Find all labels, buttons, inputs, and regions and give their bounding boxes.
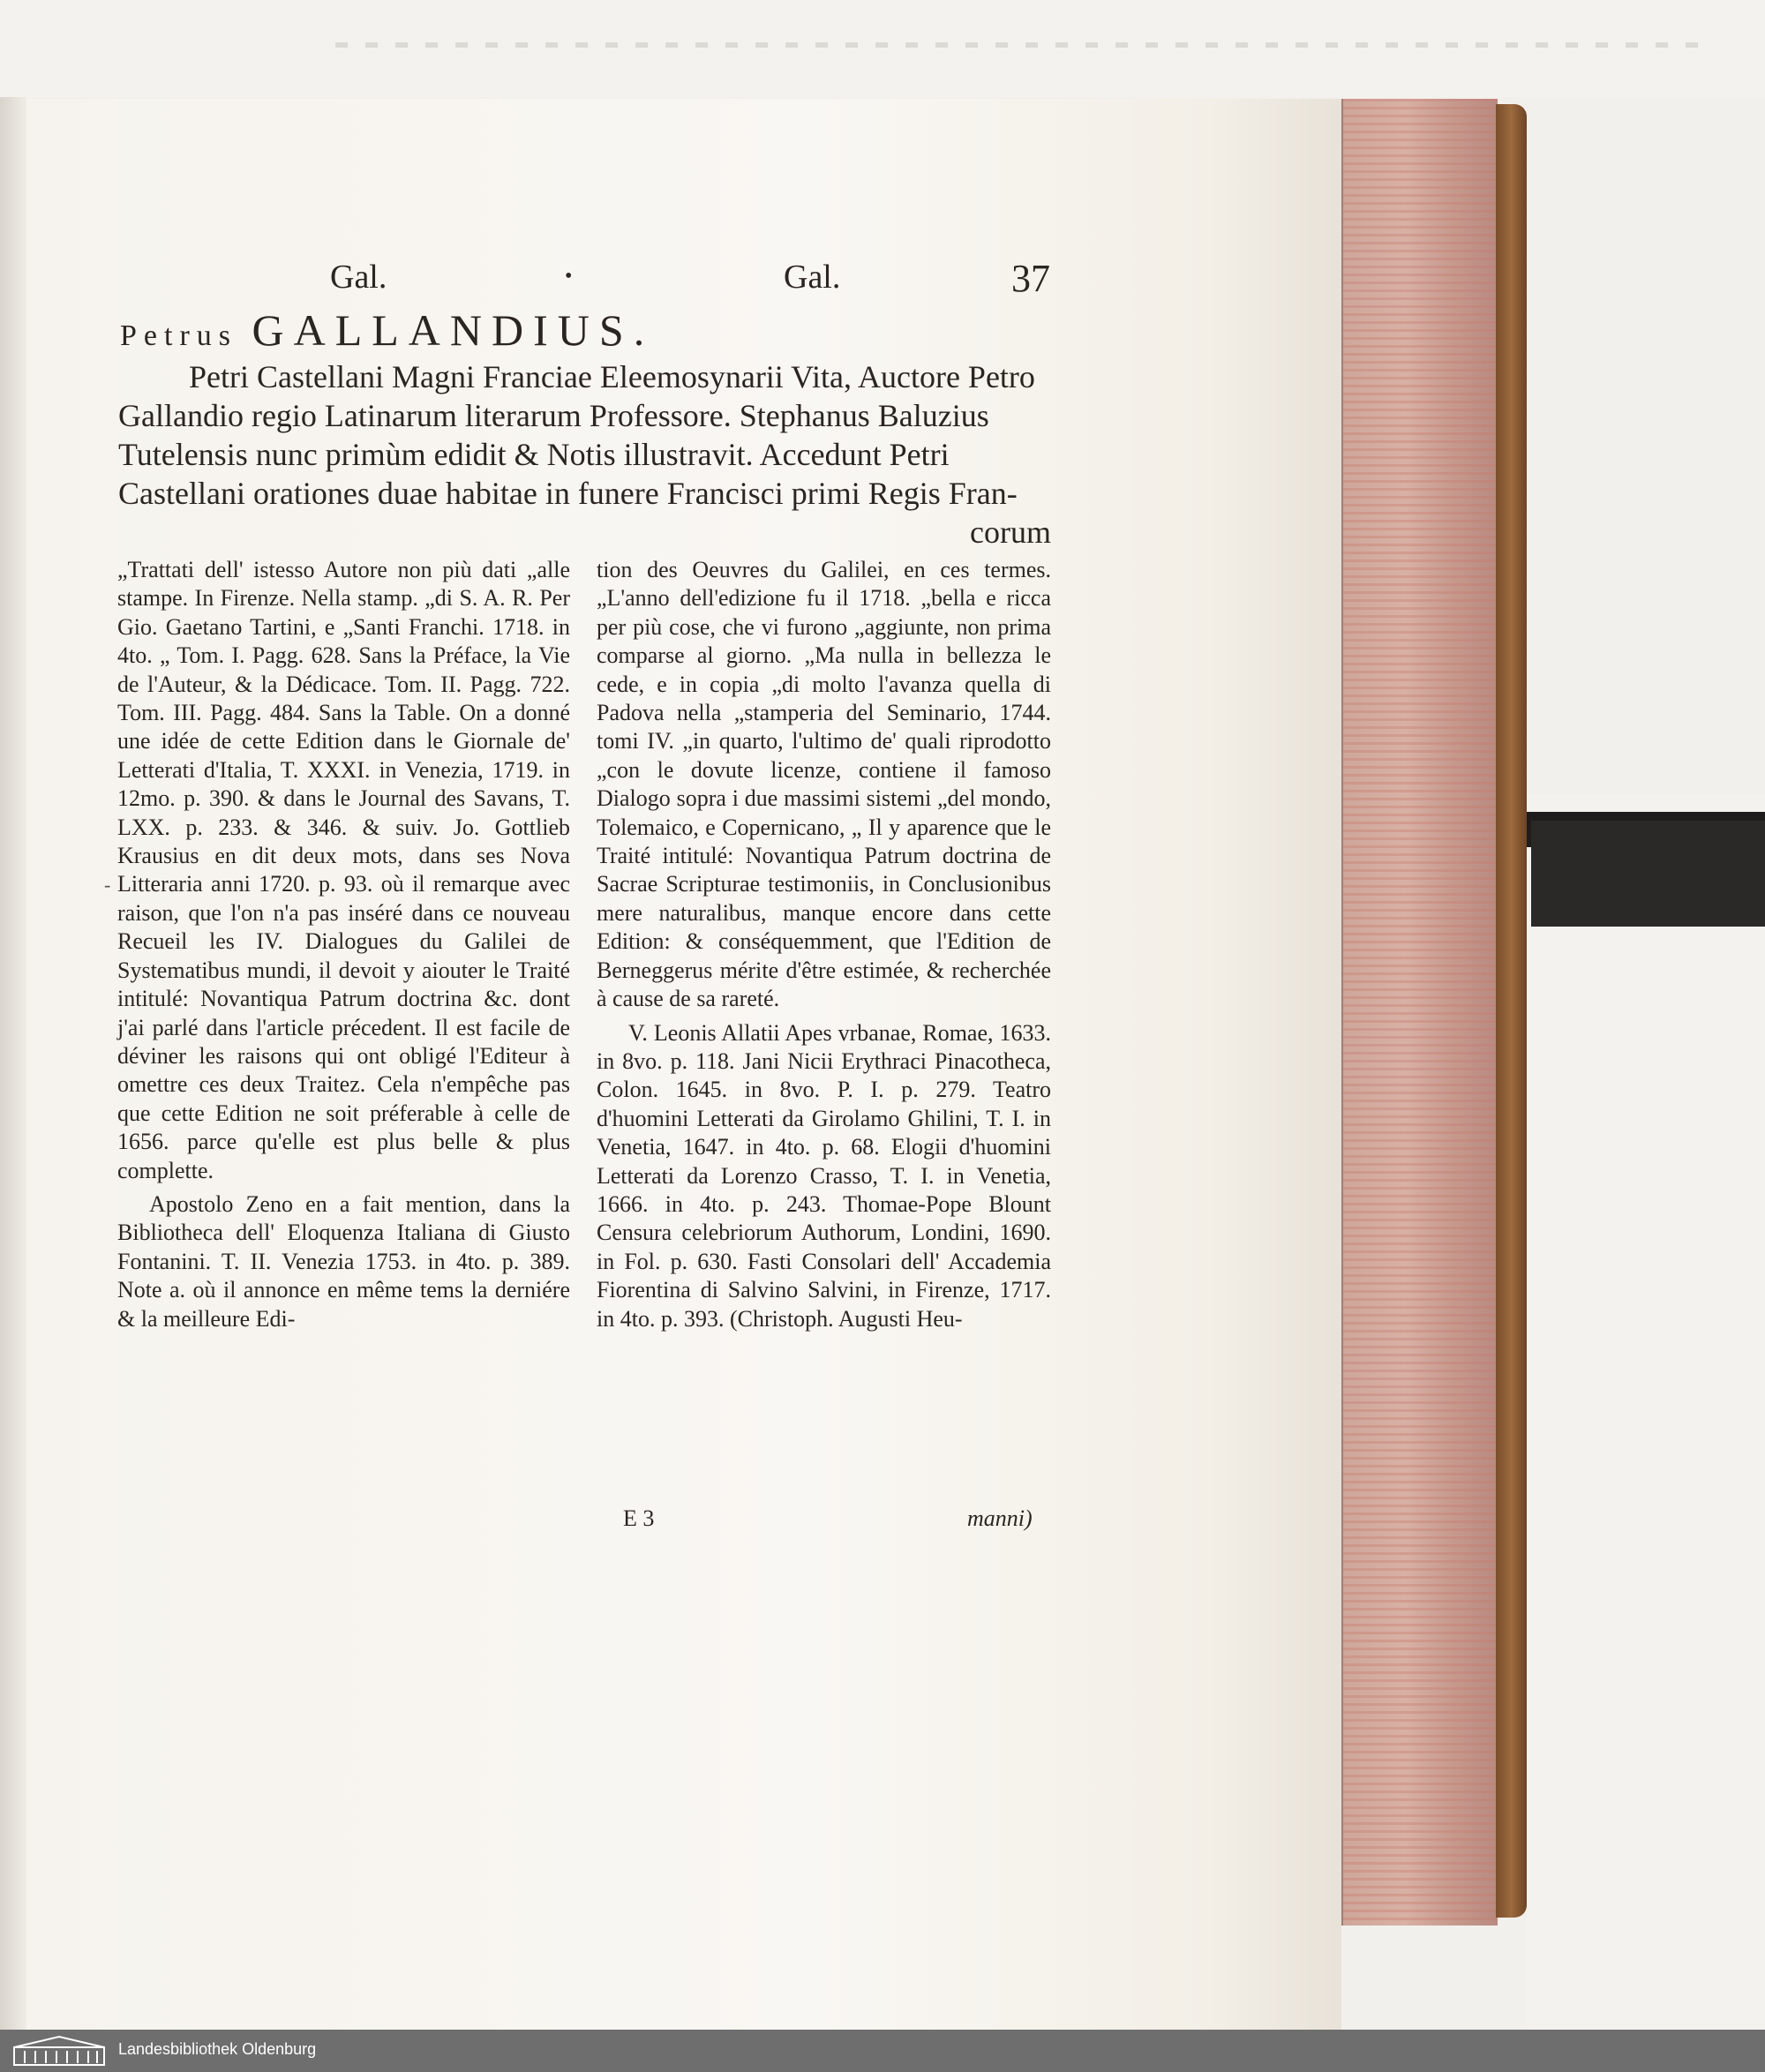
left-column	[117, 556, 570, 1339]
left-paragraph-2: Apostolo Zeno en a fait mention, dans la Bibliotheca dell' Eloquenza Italiana di Giusto Fontanini. T. II. Venezia 1753. in 4to. p. 389. Note a. où il annonce en même tems la derniére & la meilleure Edi-	[117, 1190, 570, 1332]
scan-background-block	[1531, 821, 1765, 927]
library-building-icon	[12, 2035, 106, 2067]
running-head-dot: •	[565, 265, 573, 288]
library-name: Landesbibliothek Oldenburg	[118, 2040, 317, 2058]
catchword: manni)	[967, 1505, 1033, 1531]
margin-mark: -	[104, 874, 111, 896]
intro-line-1: Petri Castellani Magni Franciae Eleemosynarii Vita, Auctore Petro	[189, 359, 1035, 394]
intro-line-2: Gallandio regio Latinarum literarum Professore. Stephanus Baluzius	[118, 398, 989, 433]
book-spine	[1496, 104, 1527, 1918]
intro-line-3: Tutelensis nunc primùm edidit & Notis illustravit. Accedunt Petri	[118, 437, 950, 472]
scan-background	[1527, 794, 1765, 2030]
right-paragraph-2: V. Leonis Allatii Apes vrbanae, Romae, 1633. in 8vo. p. 118. Jani Nicii Erythraci Pinacotheca, Colon. 1645. in 8vo. P. I. p. 279. Teatro d'huomini Letterati da Girolamo Ghilini, T. I. in Venetia, 1647. in 4to. p. 68. Elogii d'huomini Letterati da Lorenzo Crasso, T. I. in Venetia, 1666. in 4to. p. 243. Thomae-Pope Blount Censura celebriorum Authorum, Londini, 1690. in Fol. p. 630. Fasti Consolari dell' Accademia Fiorentina di Salvino Salvini, in Firenze, 1717. in 4to. p. 393. (Christoph. Augusti Heu-	[597, 1019, 1051, 1332]
entry-heading-text	[118, 357, 1051, 552]
scanner-strip	[0, 0, 1765, 97]
scan-marks	[335, 42, 1712, 48]
entry-title	[120, 304, 1055, 356]
page-number: 37	[1011, 257, 1050, 300]
intro-line-4: Castellani orationes duae habitae in funere Francisci primi Regis Fran-	[118, 476, 1018, 511]
title-surname: GALLANDIUS.	[252, 305, 655, 355]
gutter-shadow	[0, 97, 26, 2030]
page-edges	[1341, 99, 1498, 1926]
running-head-left: Gal.	[330, 259, 387, 296]
intro-line-5: corum	[970, 514, 1051, 550]
right-column	[597, 556, 1051, 1339]
footer-bar	[0, 2030, 1765, 2072]
right-paragraph-1: tion des Oeuvres du Galilei, en ces termes. „L'anno dell'edizione fu il 1718. „bella e ricca per più cose, che vi furono „aggiunte, non prima comparse al giorno. „Ma nulla in bellezza le cede, e in copia „di molto l'avanza quella di Padova nella „stamperia del Seminario, 1744. tomi IV. „in quarto, l'ultimo de' quali riprodotto „con le dovute licenze, contiene il famoso Dialogo sopra i due massimi sistemi „del mondo, Tolemaico, e Copernicano, „ Il y aparence que le Traité intitulé: Novantiqua Patrum doctrina de Sacrae Scripturae testimoniis, in Conclusionibus mere naturalibus, manque encore dans cette Edition: & conséquemment, que l'Edition de Berneggerus mérite d'être estimée, & recherchée à cause de sa rareté.	[597, 557, 1051, 1012]
left-paragraph-1: „Trattati dell' istesso Autore non più dati „alle stampe. In Firenze. Nella stamp. „di S. A. R. Per Gio. Gaetano Tartini, e „Santi Franchi. 1718. in 4to. „ Tom. I. Pagg. 628. Sans la Préface, la Vie de l'Auteur, & la Dédicace. Tom. II. Pagg. 722. Tom. III. Pagg. 484. Sans la Table. On a donné une idée de cette Edition dans le Giornale de' Letterati d'Italia, T. XXXI. in Venezia, 1719. in 12mo. p. 390. & dans le Journal des Savans, T. LXX. p. 233. & 346. & suiv. Jo. Gottlieb Krausius en dit deux mots, dans ses Nova Litteraria anni 1720. p. 93. où il remarque avec raison, que l'on n'a pas inséré dans ce nouveau Recueil les IV. Dialogues du Galilei de Systematibus mundi, il devoit y aiouter le Traité intitulé: Novantiqua Patrum doctrina &c. dont j'ai parlé dans l'article précedent. Il est facile de déviner les raisons qui ont obligé l'Editeur à omettre ces deux Traitez. Cela n'empêche pas que cette Edition ne soit préferable à celle de 1656. parce qu'elle est plus belle & plus complette.	[117, 557, 570, 1183]
title-first-name: Petrus	[120, 319, 237, 352]
running-head-center: Gal.	[784, 259, 841, 296]
signature-mark: E 3	[623, 1505, 655, 1531]
